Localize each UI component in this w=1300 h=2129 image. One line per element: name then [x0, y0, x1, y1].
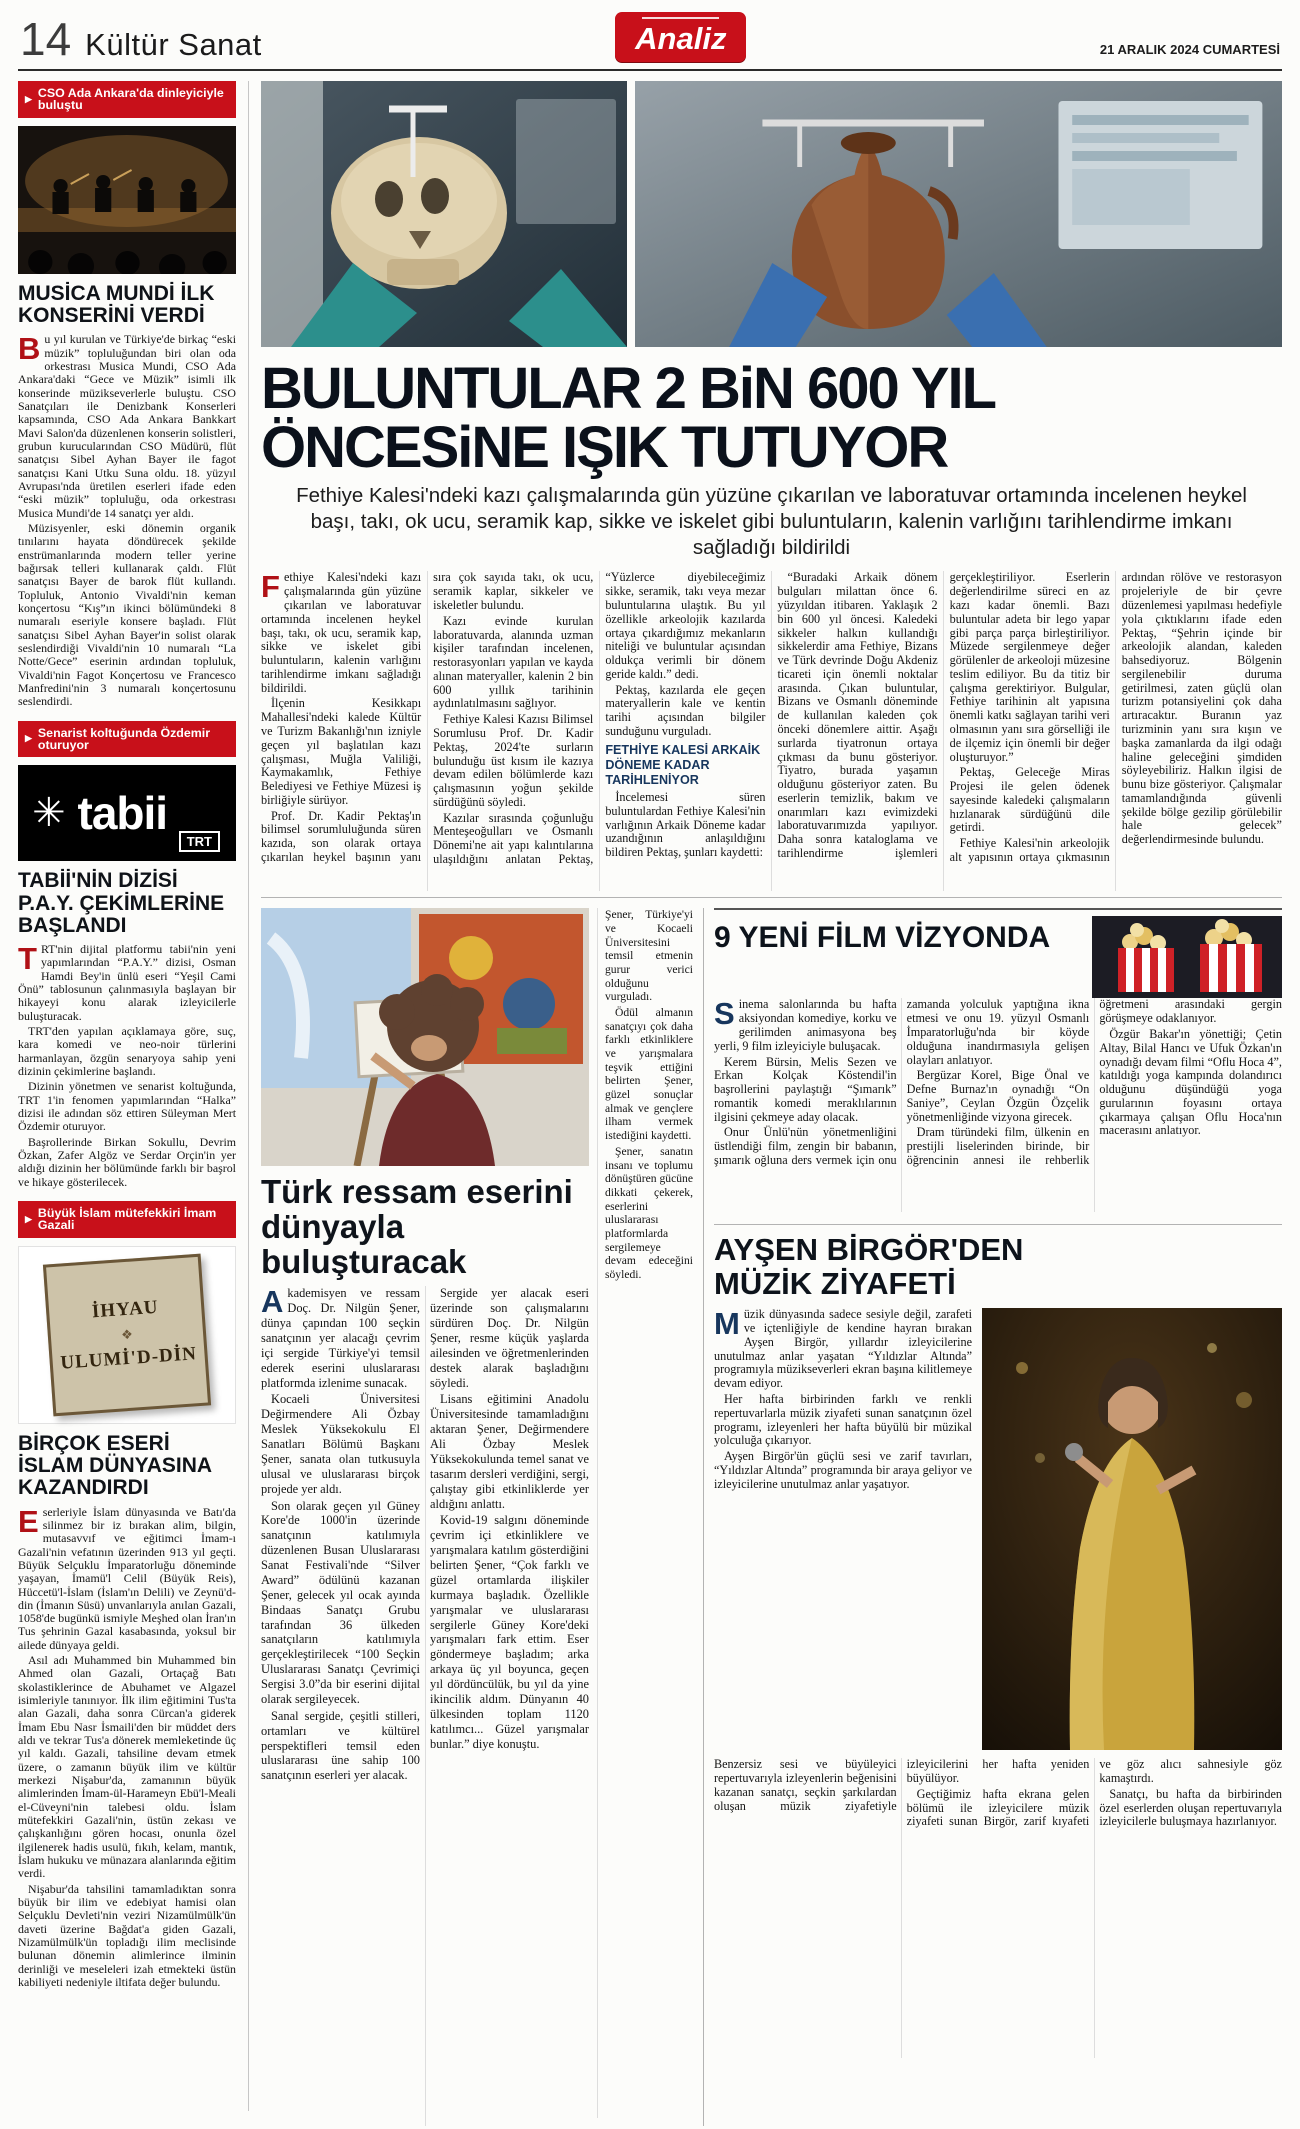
paragraph: Şener, sanatın insanı ve toplumu dönüştüren gücüne dikkati çekerek, eserlerini uluslararası platformlarda sergilemeye devam edeceğini söyledi. [605, 1144, 693, 1281]
paragraph: Pektaş, Geleceğe Miras Projesi ile gelen ödenek sayesinde kaledeki çalışmaların hızlanarak sürdüğünü dile getirdi. [949, 765, 1110, 835]
kazi-subhead: Fethiye Kalesi'ndeki kazı çalışmalarında gün yüzüne çıkarılan ve laboratuvar ortamında incelenen heykel başı, takı, ok ucu, seramik kap, sikke ve iskelet gibi buluntuların, kalenin varlığını tarihlendirme imkanı sağladığı bildirildi [296, 484, 1247, 560]
trt-logo: TRT [179, 831, 220, 852]
paragraph: Asıl adı Muhammed bin Muhammed bin Ahmed olan Gazali, Ortaçağ Batı skolastiklerince de Abuhamet ve Algazel isimleriyle tanınıyor. İlk ilim eğitimini Tus'ta alan Gazali, daha sonra Cürcan'a giderek İmam Ebu Nasr İsmaili'den bir müddet ders aldı ve tekrar Tus'a dönerek memleketinde üç yıl kaldı. Gazali, tahsiline devam etmek üzere, o zamanın büyük ilim ve kültür merkezi Nişabur'da, zamanının büyük alimlerinden İmam-ül-Harameyn Ebü'l-Meali el-Cüveyni'nin talebesi oldu. İslam mütefekkiri Gazali'nin, üstün zekası ve çalışkanlığını gören hocası, onunla özel ilgilenerek hadis usulü, fıkıh, kelam, mantık, İslam hukuku ve münazara alanlarında eğitim verdi. [18, 1653, 236, 1881]
paragraph: Sergide yer alacak eseri üzerinde son çalışmalarını sürdüren Doç. Dr. Nilgün Şener, resme küçük yaşlarda ailesinden ve öğretmenlerinden destek alarak başladığını söyledi. [430, 1286, 589, 1390]
aysen-headline [714, 1233, 1282, 1300]
paragraph: Müzisyenler, eski dönemin organik tınılarını hayata döndürecek şekilde enstrümanlarında modern teller yerine bağırsak telleri kullanarak çaldı. Flüt sanatçısı Bayer de barok flüt kullandı. Topluluk, Antonio Vivaldi'nin keman konçertosu “Kış”ın ikinci bölümündeki 8 numaralı eseriyle konsere başladı. Flüt sanatçısı Sibel Ayhan Bayer'in solist olarak seslendirdiği Vivaldi'nin 10 numaralı “La Notte/Gece” eserinin ardından topluluk, Vivaldi'nin Fagot Konçertosu ve Francesco Manfredini'nin 3 numaralı konçertosunu seslendirdi. [18, 520, 236, 709]
ressam-article [261, 908, 693, 2126]
aysen-article [714, 1224, 1282, 2058]
paragraph: Son olarak geçen yıl Güney Kore'de 1000'in üzerinde sanatçının katılımıyla düzenlenen Busan Uluslararası Sanat Festivali'nde “Silver Award” ödülünü kazanan Şener, gelecek yıl ocak ayında Bindaas Sanatçı Grubu tarafından 36 ülkeden sanatçıların katılımıyla gerçekleştirilecek “100 Seçkin Uluslararası Sanatçı Çevrimiçi Sergisi 3.0”da bir eserini dijital olarak sergileyecek. [261, 1498, 420, 1706]
singer-photo [982, 1308, 1282, 1750]
popcorn-photo [1092, 916, 1282, 998]
left-column [18, 81, 249, 2111]
tag-label: Senarist koltuğunda Özdemir oturuyor [37, 725, 211, 752]
book-cover [43, 1253, 211, 1416]
paragraph: Ayşen Birgör'ün güçlü sesi ve zarif tavırları, “Yıldızlar Altında” programında bir araya geliyor ve izleyicilerine unutulmaz anlar yaşatıyor. [714, 1449, 972, 1491]
kazi-headline-line2: ÖNCESiNE IŞIK TUTUYOR [261, 415, 948, 481]
tabii-flower-icon: ✳ [32, 790, 66, 837]
paragraph: Lisans eğitimini Anadolu Üniversitesinde tamamladığını aktaran Şener, Değirmendere Ali Özbay Meslek Yüksekokulunda temel sanat ve tasarım dersleri verdiğini, sergi, çalıştay gibi etkinliklerde yer aldığını anlattı. [430, 1392, 589, 1511]
book-title-line1: İHYAU [91, 1296, 160, 1323]
gazali-body [18, 1503, 236, 1990]
paragraph: Nişabur'da tahsilini tamamladıktan sonra büyük bir ilim ve edebiyat hamisi olan Selçuklu Devleti'nin veziri Nizamülmülk'ün daveti üzerine Bağdat'a giden Gazali, Nizamülmülk'ün topladığı ilim meclisinde bulunan dönemin alimlerince ilminin derinliği ve meseleleri izah etmekteki üstün kabiliyeti nedeniyle iltifata değer bulundu. [18, 1881, 236, 1990]
tag-musica [18, 81, 236, 118]
pottery-caliper-photo [635, 81, 1282, 347]
paragraph: Fethiye Kalesi'nin arkeolojik alt yapısının ortaya çıkmasının ardından rölöve ve restorasyon projeleriyle de bir çevre düzenlemesi yapılması hedefiyle yola çıktıklarını ifade eden Pektaş, “Şehrin içinde bir arkeolojik alandan, kaleden bahsediyoruz. Bölgenin sergilenebilir duruma getirilmesi, zaten güçlü olan turizm potansiyelini çok daha artıracaktır. Buranın yaz turizminin yanı sıra kışın ve başka zamanlarda da ilgi odağı haline geleceğini şimdiden söyleyebiliriz. Halkın ilgisi de bunu bize gösteriyor. Çalışmalar tamamlandığında güvenli şekilde bölge gezilip görülebilir hale gelecek” değerlendirmesinde bulundu. [949, 571, 1282, 865]
kazi-headline-line1: BULUNTULAR 2 BiN 600 YIL [261, 356, 996, 421]
singer-photo-art [982, 1308, 1282, 1750]
kazi-photos-row [261, 81, 1282, 347]
paragraph: Her hafta birbirinden farklı ve renkli repertuvarlarla müzik ziyafeti sunan sanatçının özel programı, izleyenleri her hafta büyülü bir müzikal yolculuğa çıkarıyor. [714, 1392, 972, 1448]
main-column [261, 81, 1282, 2111]
right-bottom-column [703, 908, 1282, 2126]
painter-photo [261, 908, 589, 1166]
paragraph: Geçtiğimiz hafta ekrana gelen bölümü ile izleyicilere müzik ziyafeti sunan Birgör, zarif kıyafeti ve göz alıcı sahnesiyle göz kamaştırdı. [906, 1758, 1282, 1829]
paragraph: Ödül almanın sanatçıyı çok daha farklı etkinliklere ve yarışmalara teşvik ettiğini belirten Şener, güzel sonuçlar almak ve gençlere ilham vermek istediğini kaydetti. [605, 1006, 693, 1143]
section-title: Kültür Sanat [85, 27, 262, 62]
ressam-article-main [261, 908, 589, 2126]
paragraph: Sinema salonlarında bu hafta aksiyondan komediye, korku ve gerilimden animasyona beş yerli, 9 film izleyiciyle buluşacak. [714, 998, 897, 1053]
aysen-body-bottom [714, 1758, 1282, 2058]
film-body [714, 998, 1282, 1212]
skull-measurement-photo [261, 81, 627, 347]
painter-photo-art [261, 908, 589, 1166]
paragraph: Pektaş, kazılarda ele geçen materyallerin kale ve kentin tarihi açısından bilgiler sunduğunu vurguladı. [605, 682, 766, 738]
article-inline-subhead: FETHİYE KALESİ ARKAİK DÖNEME KADAR TARİHLENİYOR [605, 742, 761, 787]
paragraph: Onur Ünlü'nün yönetmenliğini üstlendiği film, zengin bir babanın, şımarık oğluna ders vermek için onu zamanda yolculuk yaptığına ikna etmesi ve onu 19. yüzyıl Osmanlı İmparatorluğu'nda bir köyde olduğuna inandırmasıyla gelişen olayları anlatıyor. [714, 998, 1090, 1167]
book-title-line2: ULUMİ'D-DİN [59, 1342, 198, 1374]
paragraph: “Buradaki Arkaik dönem bulguları milattan önce 6. yüzyıldan itibaren. Yaklaşık 2 bin 600 yıl öncesi. Kaledeki sikkeler halkın kullandığı sikkelerdir ama Fethiye, Bizans ve Türk devrinde Doğu Akdeniz ticareti için önemli noktalar arasında. Çıkan buluntular, Bizans ve Osmanlı döneminde de kullanılan kaleden çok önceki dönemlere aittir. Aşağı surlarda tiyatronun ortaya çıkması da bunu gösteriyor. Tiyatro, burada yaşamın olduğunu gösteriyor zaten. Bu eserlerin temizlik, bakım ve onarımları kazı evimizdeki laboratuvarımızda yapılıyor. Daha sonra kataloglama ve tarihlendirme işlemleri gerçekleştiriliyor. Eserlerin değerlendirilme süreci en az kazı kadar önemli. Bazı buluntular adeta bir lego yapar gibi parça parça birleştiriliyor. Müzede sergilenmeye değer görülenler de arkeoloji müzesine teslim ediliyor. Bu da titiz bir çalışma gerektiriyor. Bulgular, Fethiye tarihinin alt yapısına önemli katkı sağlayan tarihi veri olmasının yanı sıra görselliği ile de ilçemiz için önemli bir değer oluşturuyor.” [777, 571, 1110, 861]
tag-label: Büyük İslam mütefekkiri İmam Gazali [37, 1205, 217, 1233]
paragraph: Fethiye Kalesi'ndeki kazı çalışmalarında gün yüzüne çıkarılan ve laboratuvar ortamında incelenen heykel başı, takı, ok ucu, seramik kap, sikke ve iskelet gibi buluntuların, kalenin varlığını tarihlendirme imkanı sağladığı bildirildi. [261, 571, 422, 695]
musica-headline: MUSİCA MUNDİ İLK KONSERİNİ VERDİ [18, 281, 215, 328]
page-number: 14 [20, 13, 72, 65]
ressam-body [261, 1286, 589, 2126]
paragraph: TRT'den yapılan açıklamaya göre, suç, kara komedi ve neo-noir türlerini harmanlayan, özgün senaryoya sahip yeni dizinin çekimlerine başlandı. [18, 1024, 236, 1079]
orchestra-photo-art [18, 126, 236, 274]
pottery-photo-art [635, 81, 1282, 347]
tabii-headline: TABİİ'NİN DİZİSİ P.A.Y. ÇEKİMLERİNE BAŞLANDI [18, 869, 225, 937]
paragraph: Şener, Türkiye'yi ve Kocaeli Üniversitesini temsil etmenin gurur verici olduğunu vurguladı. [605, 908, 693, 1004]
paragraph: İlçenin Kesikkapı Mahallesi'ndeki kalede Kültür ve Turizm Bakanlığı'nın izniyle geçen yıl başlatılan kazı çalışması, Muğla Valiliği, Kaymakamlık, Fethiye Belediyesi ve Fethiye Müzesi iş birliğiyle sürüyor. [261, 696, 422, 807]
paragraph: Kazı evinde kurulan laboratuvarda, alanında uzman kişiler tarafından incelenen, restorasyonları yapılan ve kayda alınan materyaller, kalenin 2 bin 600 yıllık tarihinin aydınlatılmasını sağlıyor. [433, 613, 594, 711]
gazali-headline: BİRÇOK ESERİ İSLAM DÜNYASINA KAZANDIRDI [18, 1431, 212, 1500]
tag-label: CSO Ada Ankara'da dinleyiciyle buluştu [37, 86, 224, 113]
paragraph: Kazılar sırasında çoğunluğu Menteşeoğulları ve Osmanlı Dönemi'ne ait yapı kalıntılarına ulaşıldığını anlatan Pektaş, “Yüzlerce diyebileceğimiz sikke, seramik, takı veya mezar buluntularına ulaştık. Bu yıl özellikle arkeolojik kazılarda ortaya çıkardığımız mekanların niteliği ve buluntular açısından oldukça verimli bir dönem geride kaldı.” dedi. [433, 571, 766, 867]
bottom-section [261, 908, 1282, 2126]
tag-arrow-icon: ▶ [25, 93, 32, 104]
tabii-trt-logo [18, 765, 236, 861]
tag-tabii [18, 721, 236, 758]
paragraph: Sanatçı, bu hafta da birbirinden özel eserlerden oluşan repertuvarıyla izleyicilerle buluşmaya hazırlanıyor. [1099, 1786, 1282, 1829]
aysen-body-top [714, 1308, 972, 1750]
paragraph: Dizinin yönetmen ve senarist koltuğunda, TRT 1'in fenomen yapımlarından “Halka” dizisi ile adından söz ettiren Süleyman Mert Özdemir oturuyor. [18, 1079, 236, 1134]
kazi-body [261, 571, 1282, 898]
issue-date: 21 ARALIK 2024 CUMARTESİ [1099, 42, 1280, 57]
film-header [714, 916, 1282, 998]
paragraph: İncelemesi süren buluntulardan Fethiye Kalesi'nin varlığının Arkaik Döneme kadar uzandığının anlaşıldığını bildiren Pektaş, şunları kaydetti: [605, 790, 766, 860]
ornament-icon: ❖ [120, 1326, 134, 1343]
paragraph: TRT'nin dijital platformu tabii'nin yeni yapımlarından “P.A.Y.” dizisi, Osman Hamdi Bey'in ünlü eseri “Yeşil Cami Önü” tablosunun çalınmasıyla başlayan bir hikayeyi konu alarak izleyicilerle buluşturacak. [18, 941, 236, 1023]
tag-arrow-icon: ▶ [25, 1213, 32, 1224]
paragraph: Prof. Dr. Kadir Pektaş'ın bilimsel sorumluluğunda süren kazıda, son olarak ortaya çıkarılan heykel başının yanı sıra çok sayıda takı, ok ucu, seramik kaplar, sikkeler ve iskeletler bulundu. [261, 571, 594, 865]
paragraph: Müzik dünyasında sadece sesiyle değil, zarafeti ve içtenliğiyle de kendine hayran bırakan Ayşen Birgör, yıllardır izleyicilerine unutulmaz anlar yaşatan “Yıldızlar Altında” programıyla müzikseverleri ekran başına kilitlemeye devam ediyor. [714, 1308, 972, 1391]
musica-body [18, 333, 236, 708]
gazali-book-photo [18, 1246, 236, 1424]
tag-arrow-icon: ▶ [25, 733, 32, 744]
paragraph: Özgür Bakar'ın yönettiği; Çetin Altay, Bilal Hancı ve Ufuk Özkan'ın oynadığı devam filmi “Oflu Hoca 4”, katıldığı yoga kampında dolandırıcı olduğunu düşündüğü yoga gurularının foyasını ortaya çıkarmaya çalışan Oflu Hoca'nın macerasını anlatıyor. [1099, 1026, 1282, 1138]
paragraph: Kocaeli Üniversitesi Değirmendere Ali Özbay Meslek Yüksekokulu El Sanatları Bölümü Başkanı Şener, sanata olan tutkusuyla ulusal ve uluslararası birçok projede yer aldı. [261, 1392, 420, 1496]
kazi-headline [261, 356, 1282, 481]
orchestra-photo [18, 126, 236, 274]
film-headline: 9 YENİ FİLM VİZYONDA [714, 921, 1051, 955]
header-left [20, 13, 262, 65]
paragraph: Kovid-19 salgını döneminde çevrim içi etkinliklere ve yarışmalara katılım gösterdiğini belirten Şener, “Çok farklı ve güzel ortamlarda ilişkiler kurmaya başladık. Özellikle yarışmalar ve uluslararası sergilerle Güney Kore'deki yarışmaları fark ettim. Eser göndermeye başladım; arka arkaya üç yıl boyunca, geçen yıl dördüncülük, bu yıl da yine ikincilik aldım. Dünyanın 40 ülkesinden toplam 1120 katılımcı... Güzel yarışmalar bunlar.” diye konuştu. [430, 1513, 589, 1751]
paragraph: Eserleriyle İslam dünyasında ve Batı'da silinmez bir iz bırakan alim, bilgin, mutasavvıf ve eğitimci İmam-ı Gazali'nin vefatının üzerinden 913 yıl geçti. Büyük Selçuklu İmparatorluğu döneminde yaşayan, İmamü'l Celil (Büyük Reis), Hüccetü'l-İslam (İslam'ın Delili) ve Zeynü'd-din (İmanın Süsü) unvanlarıyla anılan Gazali, 1058'de bugünkü ismiyle Meşhed olan İran'ın Tus şehrinin Gazal kasabasında, yoksul bir ailede dünyaya geldi. [18, 1503, 236, 1652]
paragraph: Bergüzar Korel, Bige Önal ve Defne Burnaz'ın oynadığı “On Saniye”, Ceylan Özgün Özçelik yönetmenliğinde vizyona girecek. [906, 1068, 1090, 1124]
analiz-logo: Analiz [615, 12, 746, 62]
film-divider [714, 908, 1282, 910]
paragraph: Dram türündeki film, ülkenin en prestijli liselerinden birinde, bir öğrencinin annesi ile rehberlik öğretmeni arasındaki gergin görüşmeye odaklanıyor. [906, 998, 1282, 1167]
paragraph: Kerem Bürsin, Melis Sezen ve Erkan Kolçak Köstendil'in başrollerini paylaştığı “Şımarık” romantik komedi meraklılarının ilgisini çekmeye aday olacak. [714, 1054, 897, 1124]
ressam-body-side-column [597, 908, 693, 2118]
aysen-headline-line1: AYŞEN BİRGÖR'DEN [714, 1232, 1024, 1268]
paragraph: Başrollerinde Birkan Sokullu, Devrim Özkan, Zafer Algöz ve Serdar Orçin'in yer aldığı dizinin her bölümünde farklı bir başrol ve hikaye gösterilecek. [18, 1134, 236, 1189]
aysen-top-row [714, 1308, 1282, 1750]
ressam-headline: Türk ressam eserini dünyayla buluşturacak [261, 1173, 573, 1280]
aysen-headline-line2: MÜZİK ZİYAFETİ [714, 1265, 956, 1301]
paragraph: Sanal sergide, çeşitli stilleri, ortamları ve kültürel perspektifleri temsil eden uluslararası üne sahip 100 sanatçının eserleri yer alacak. [261, 1708, 420, 1783]
skull-photo-art [261, 81, 627, 347]
paragraph: Benzersiz sesi ve büyüleyici repertuvarıyla izleyenlerin beğenisini kazanan sanatçı, seçkin şarkılardan oluşan müzik ziyafetiyle izleyicilerini her hafta yeniden büyülüyor. [714, 1758, 1090, 1813]
tabii-wordmark: tabii [77, 787, 168, 840]
paragraph: Akademisyen ve ressam Doç. Dr. Nilgün Şener, dünya çapından 100 seçkin sanatçının yer alacağı çevrim içi sergide Türkiye'yi temsil ederek eserini uluslararası platformda izlenime sunacak. [261, 1286, 420, 1390]
paragraph: Bu yıl kurulan ve Türkiye'de birkaç “eski müzik” topluluğundan biri olan oda orkestrası Musica Mundi, CSO Ada Ankara'daki “Gece ve Müzik” isimli ilk konserinde müzikseverlerle buluştu. CSO Sanatçıları ile Denizbank Konserleri kapsamında, CSO Ada Ankara Bankkart Mavi Salon'da düzenlenen konserin solistleri, grubun kurucularından CSO Müdürü, flüt sanatçısı Sibel Ayhan Bayer ile fagot sanatçısı Kani Utku Suna oldu. 18. yüzyıl Avrupası'nda üretilen eserleri ifade eden “eski müzik” topluluğu, oda orkestrası Musica Mundi'de 14 sanatçı yer aldı. [18, 331, 236, 520]
tag-gazali [18, 1201, 236, 1238]
tabii-body [18, 943, 236, 1189]
popcorn-photo-art [1092, 916, 1282, 998]
content-area [18, 71, 1282, 2111]
paragraph: Fethiye Kalesi Kazısı Bilimsel Sorumlusu Prof. Dr. Kadir Pektaş, 2024'te surların bulunduğu üst kısım ile kazıya devam edilen bölümlerde kazı çalışmasının yoğun şekilde sürdüğünü söyledi. [433, 712, 594, 809]
page-header [18, 10, 1282, 71]
